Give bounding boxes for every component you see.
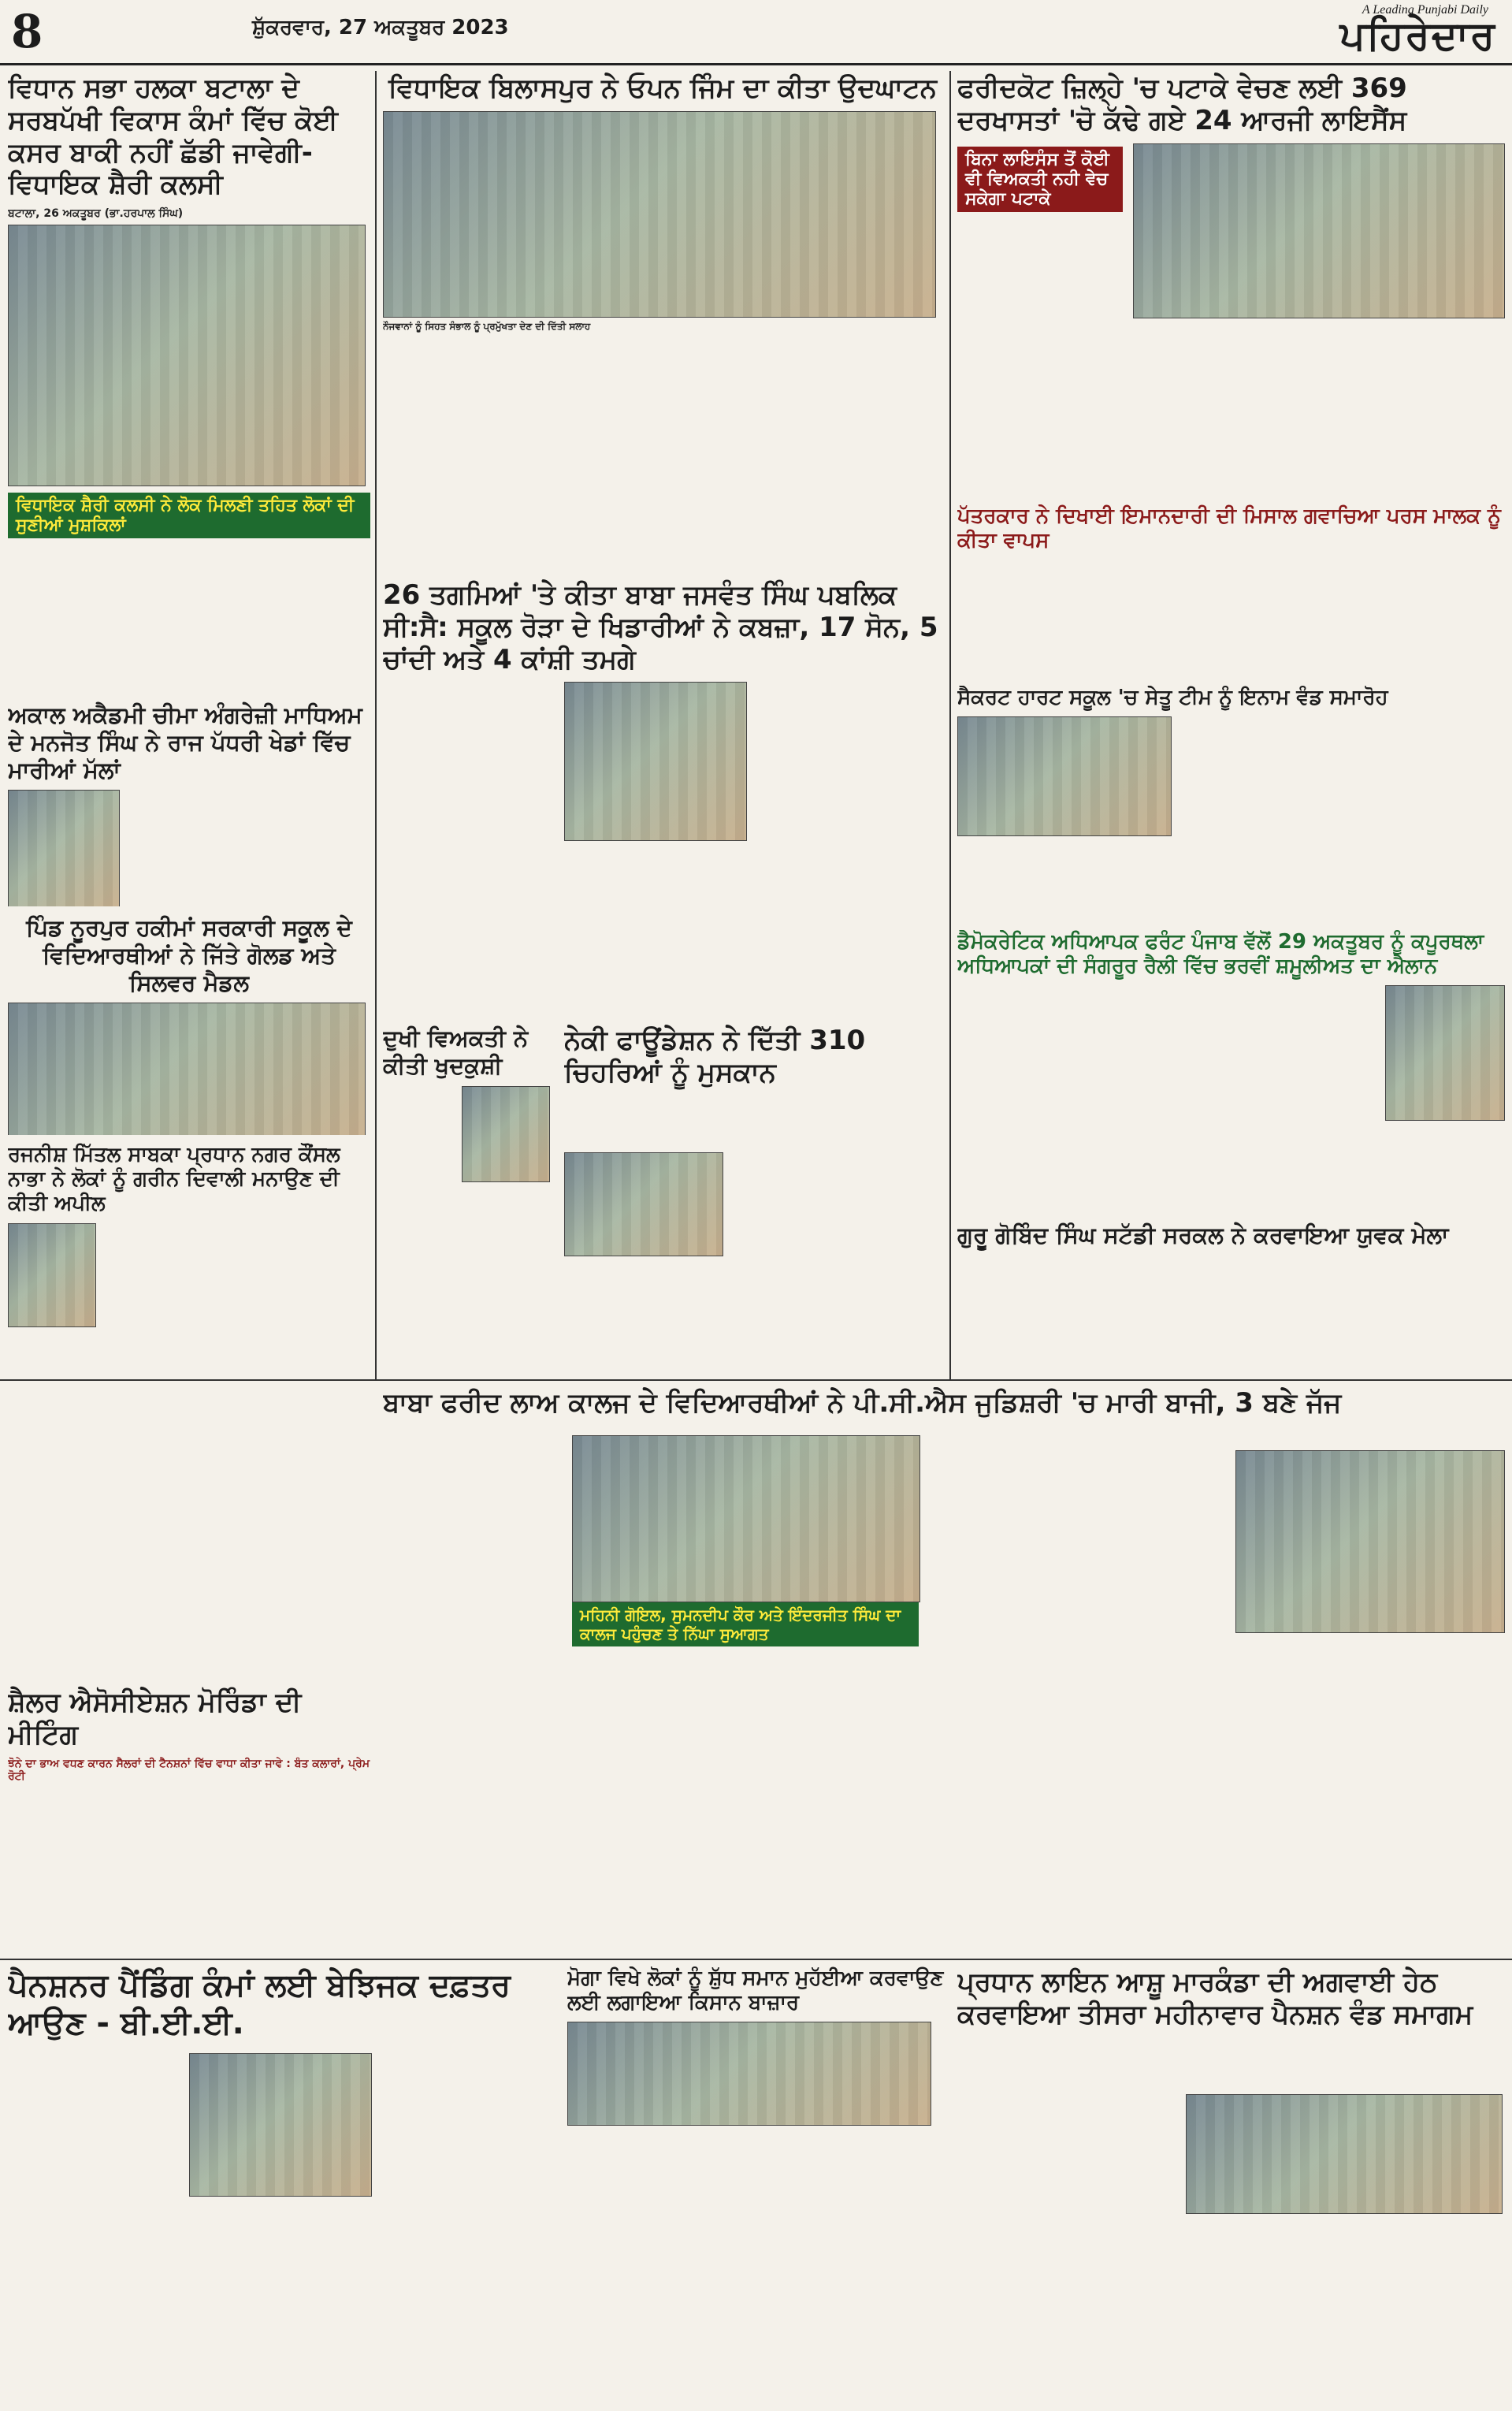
issue-date: ਸ਼ੁੱਕਰਵਾਰ, 27 ਅਕਤੂਬਰ 2023 (252, 16, 509, 39)
story-lions (957, 1966, 1505, 2404)
story-batala (8, 73, 370, 695)
headline-purse: ਪੱਤਰਕਾਰ ਨੇ ਦਿਖਾਈ ਇਮਾਨਦਾਰੀ ਦੀ ਮਿਸਾਲ ਗਵਾਚਿਆ ਪਰਸ ਮਾਲਕ ਨੂੰ ਕੀਤਾ ਵਾਪਸ (957, 504, 1501, 553)
subhead-faridkot: ਬਿਨਾ ਲਾਇਸੰਸ ਤੋਂ ਕੋਈ ਵੀ ਵਿਅਕਤੀ ਨਹੀ ਵੇਚ ਸਕੇਗਾ ਪਟਾਕੇ (957, 147, 1123, 212)
story-pind-nurpur (8, 914, 370, 1135)
headline-rajneesh: ਰਜਨੀਸ਼ ਮਿੱਤਲ ਸਾਬਕਾ ਪ੍ਰਧਾਨ ਨਗਰ ਕੌਂਸਲ ਨਾਭਾ ਨੇ ਲੋਕਾਂ ਨੂੰ ਗਰੀਨ ਦਿਵਾਲੀ ਮਨਾਉਣ ਦੀ ਕੀਤੀ ਅਪੀਲ (8, 1143, 340, 1216)
photo-bilaspur (383, 111, 936, 318)
photo-moga (567, 2022, 931, 2126)
paper-title: ਪਹਿਰੇਦਾਰ (1339, 13, 1496, 58)
dateline-batala: ਬਟਾਲਾ, 26 ਅਕਤੂਬਰ (ਭਾ.ਹਰਪਾਲ ਸਿੰਘ) (8, 207, 184, 221)
headline-naki: ਨੇਕੀ ਫਾਊਂਡੇਸ਼ਨ ਨੇ ਦਿੱਤੀ 310 ਚਿਹਰਿਆਂ ਨੂੰ ਮੁਸਕਾਨ (564, 1025, 866, 1088)
headline-pensioner: ਪੈਨਸ਼ਨਰ ਪੈਂਡਿੰਗ ਕੰਮਾਂ ਲਈ ਬੇਝਿਜਕ ਦਫ਼ਤਰ ਆਉਣ - ਬੀ.ਈ.ਈ. (8, 1967, 511, 2041)
column-rule (375, 71, 377, 1379)
headline-jaswant-school: 26 ਤਗਮਿਆਂ 'ਤੇ ਕੀਤਾ ਬਾਬਾ ਜਸਵੰਤ ਸਿੰਘ ਪਬਲਿਕ ਸੀ:ਸੈ: ਸਕੂਲ ਰੋੜਾ ਦੇ ਖਿਡਾਰੀਆਂ ਨੇ ਕਬਜ਼ਾ, 17 ਸੋਨ, 5 ਚਾਂਦੀ ਅਤੇ 4 ਕਾਂਸ਼ੀ ਤਮਗੇ (383, 579, 938, 675)
story-sheller (8, 1387, 370, 1955)
headline-suicide: ਦੁਖੀ ਵਿਅਕਤੀ ਨੇ ਕੀਤੀ ਖੁਦਕੁਸ਼ੀ (383, 1025, 529, 1079)
story-moga (567, 1966, 945, 2404)
photo-nurpur (8, 1003, 366, 1135)
headline-guru-gobind: ਗੁਰੂ ਗੋਬਿੰਦ ਸਿੰਘ ਸਟੱਡੀ ਸਰਕਲ ਨੇ ਕਰਵਾਇਆ ਯੁਵਕ ਮੇਲਾ (957, 1222, 1449, 1248)
photo-baba-farid (572, 1435, 920, 1602)
page-number: 8 (11, 5, 43, 58)
headline-akal-academy: ਅਕਾਲ ਅਕੈਡਮੀ ਚੀਮਾ ਅੰਗਰੇਜ਼ੀ ਮਾਧਿਅਮ ਦੇ ਮਨਜੋਤ ਸਿੰਘ ਨੇ ਰਾਜ ਪੱਧਰੀ ਖੇਡਾਂ ਵਿੱਚ ਮਾਰੀਆਂ ਮੱਲਾਂ (8, 701, 362, 783)
photo-suicide (462, 1086, 550, 1182)
headline-bilaspur: ਵਿਧਾਇਕ ਬਿਲਾਸਪੁਰ ਨੇ ਓਪਨ ਜਿੰਮ ਦਾ ਕੀਤਾ ਉਦਘਾਟਨ (388, 73, 938, 104)
headline-teachers-front: ਡੈਮੋਕਰੇਟਿਕ ਅਧਿਆਪਕ ਫਰੰਟ ਪੰਜਾਬ ਵੱਲੋਂ 29 ਅਕਤੂਬਰ ਨੂੰ ਕਪੂਰਥਲਾ ਅਧਿਆਪਕਾਂ ਦੀ ਸੰਗਰੂਰ ਰੈਲੀ ਵਿੱਚ ਭਰਵੀਂ ਸ਼ਮੂਲੀਅਤ ਦਾ ਐਲਾਨ (957, 930, 1484, 979)
story-teachers-front (957, 930, 1505, 1214)
photo-lions (1186, 2094, 1503, 2214)
photo-jaswant-school (564, 682, 747, 841)
headline-faridkot: ਫਰੀਦਕੋਟ ਜ਼ਿਲ੍ਹੇ 'ਚ ਪਟਾਕੇ ਵੇਚਣ ਲਈ 369 ਦਰਖਾਸਤਾਂ 'ਚੋ ਕੱਢੇ ਗਏ 24 ਆਰਜੀ ਲਾਇਸੈਂਸ (957, 73, 1407, 136)
tagline: A Leading Punjabi Daily (1362, 3, 1488, 17)
photo-naki (564, 1152, 723, 1256)
section-rule (0, 1959, 1512, 1960)
section-rule (0, 1379, 1512, 1381)
story-purse (957, 504, 1505, 678)
photo-teachers-front (1385, 985, 1505, 1121)
headline-lions: ਪ੍ਰਧਾਨ ਲਾਇਨ ਆਸ਼ੂ ਮਾਰਕੰਡਾ ਦੀ ਅਗਵਾਈ ਹੇਠ ਕਰਵਾਇਆ ਤੀਸਰਾ ਮਹੀਨਾਵਾਰ ਪੈਨਸ਼ਨ ਵੰਡ ਸਮਾਗਮ (957, 1966, 1473, 2030)
story-akal-academy (8, 701, 370, 906)
story-jaswant-school (383, 579, 942, 1021)
photo-rajneesh (8, 1223, 96, 1327)
body-batala (8, 545, 370, 560)
caption-baba-farid: ਮਹਿਨੀ ਗੋਇਲ, ਸੁਮਨਦੀਪ ਕੌਰ ਅਤੇ ਇੰਦਰਜੀਤ ਸਿੰਘ ਦਾ ਕਾਲਜ ਪਹੁੰਚਣ ਤੇ ਨਿੱਘਾ ਸੁਆਗਤ (572, 1602, 919, 1646)
photo-batala (8, 225, 366, 486)
headline-pind-nurpur: ਪਿੰਡ ਨੂਰਪੁਰ ਹਕੀਮਾਂ ਸਰਕਾਰੀ ਸਕੂਲ ਦੇ ਵਿਦਿਆਰਥੀਆਂ ਨੇ ਜਿੱਤੇ ਗੋਲਡ ਅਤੇ ਸਿਲਵਰ ਮੈਡਲ (26, 914, 352, 996)
headline-sheller: ਸ਼ੈਲਰ ਐਸੋਸੀਏਸ਼ਨ ਮੋਰਿੰਡਾ ਦੀ ਮੀਟਿੰਗ (8, 1687, 302, 1751)
column-rule (949, 71, 951, 1379)
headline-batala: ਵਿਧਾਨ ਸਭਾ ਹਲਕਾ ਬਟਾਲਾ ਦੇ ਸਰਬਪੱਖੀ ਵਿਕਾਸ ਕੰਮਾਂ ਵਿੱਚ ਕੋਈ ਕਸਰ ਬਾਕੀ ਨਹੀਂ ਛੱਡੀ ਜਾਵੇਗੀ-ਵਿਧਾਇਕ ਸ਼ੈਰੀ ਕਲਸੀ (8, 73, 338, 201)
masthead (0, 0, 1512, 65)
story-suicide (383, 1025, 556, 1371)
story-baba-farid (383, 1387, 1505, 1955)
story-pensioner (8, 1966, 559, 2404)
story-secret-heart (957, 686, 1505, 922)
story-rajneesh (8, 1143, 370, 1371)
story-faridkot (957, 73, 1505, 561)
subhead-sheller: ਝੋਨੇ ਦਾ ਭਾਅ ਵਧਣ ਕਾਰਨ ਸੈਲਰਾਂ ਦੀ ਟੈਨਸ਼ਨਾਂ ਵਿੱਚ ਵਾਧਾ ਕੀਤਾ ਜਾਵੇ : ਬੰਤ ਕਲਾਰਾਂ, ਪ੍ਰੇਮ ਰੋਟੀ (8, 1757, 370, 1783)
headline-moga: ਮੋਗਾ ਵਿਖੇ ਲੋਕਾਂ ਨੂੰ ਸ਼ੁੱਧ ਸਮਾਨ ਮੁਹੱਈਆ ਕਰਵਾਉਣ ਲਈ ਲਗਾਇਆ ਕਿਸਾਨ ਬਾਜ਼ਾਰ (567, 1966, 944, 2015)
photo-secret-heart (957, 716, 1172, 836)
photo-akal (8, 790, 120, 906)
subhead-batala: ਵਿਧਾਇਕ ਸ਼ੈਰੀ ਕਲਸੀ ਨੇ ਲੋਕ ਮਿਲਣੀ ਤਹਿਤ ਲੋਕਾਂ ਦੀ ਸੁਣੀਆਂ ਮੁਸ਼ਕਿਲਾਂ (8, 493, 370, 538)
story-guru-gobind (957, 1222, 1505, 1371)
story-naki (564, 1025, 942, 1371)
headline-secret-heart: ਸੈਕਰਟ ਹਾਰਟ ਸਕੂਲ 'ਚ ਸੇਤੂ ਟੀਮ ਨੂੰ ਇਨਾਮ ਵੰਡ ਸਮਾਰੋਹ (957, 686, 1388, 709)
headline-baba-farid: ਬਾਬਾ ਫਰੀਦ ਲਾਅ ਕਾਲਜ ਦੇ ਵਿਦਿਆਰਥੀਆਂ ਨੇ ਪੀ.ਸੀ.ਐਸ ਜੁਡਿਸ਼ਰੀ 'ਚ ਮਾਰੀ ਬਾਜੀ, 3 ਬਣੇ ਜੱਜ (383, 1387, 1342, 1419)
photo-faridkot (1133, 143, 1505, 318)
photo-guru-gobind (1235, 1450, 1505, 1633)
photo-pensioner (189, 2053, 372, 2197)
caption-bilaspur: ਨੌਜਵਾਨਾਂ ਨੂੰ ਸਿਹਤ ਸੰਭਾਲ ਨੂੰ ਪ੍ਰਮੁੱਖਤਾ ਦੇਣ ਦੀ ਦਿੱਤੀ ਸਲਾਹ (383, 320, 591, 332)
